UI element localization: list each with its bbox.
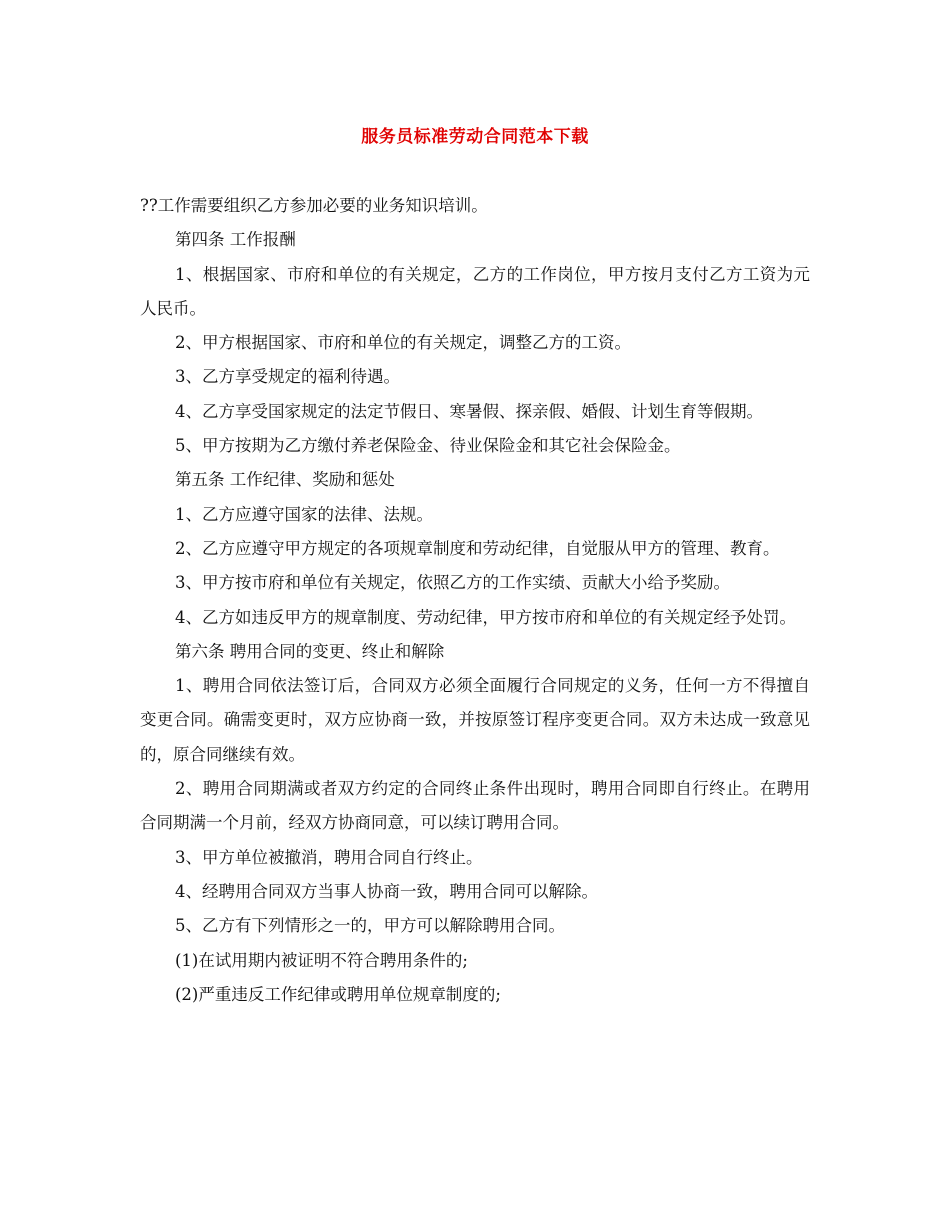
paragraph: 1、乙方应遵守国家的法律、法规。 (175, 504, 433, 524)
section-heading: 第五条 工作纪律、奖励和惩处 (175, 470, 395, 490)
list-item: (2)严重违反工作纪律或聘用单位规章制度的; (175, 984, 501, 1004)
section-heading: 第四条 工作报酬 (175, 230, 296, 250)
paragraph: 3、甲方按市府和单位有关规定，依照乙方的工作实绩、贡献大小给予奖励。 (175, 573, 730, 593)
paragraph: 2、聘用合同期满或者双方约定的合同终止条件出现时，聘用合同即自行终止。在聘用合同期满一个月前，经双方协商同意，可以续订聘用合同。 (140, 779, 810, 833)
paragraph: ??工作需要组织乙方参加必要的业务知识培训。 (140, 196, 488, 215)
paragraph: 1、根据国家、市府和单位的有关规定，乙方的工作岗位，甲方按月支付乙方工资为元人民币。 (140, 264, 810, 318)
paragraph: 1、聘用合同依法签订后，合同双方必须全面履行合同规定的义务，任何一方不得擅自变更合同。确需变更时，双方应协商一致，并按原签订程序变更合同。双方未达成一致意见的，原合同继续有效。 (140, 676, 810, 764)
paragraph: 4、乙方如违反甲方的规章制度、劳动纪律，甲方按市府和单位的有关规定经予处罚。 (175, 607, 796, 627)
paragraph: 3、乙方享受规定的福利待遇。 (175, 367, 400, 387)
section-heading: 第六条 聘用合同的变更、终止和解除 (175, 641, 445, 661)
paragraph: 5、乙方有下列情形之一的，甲方可以解除聘用合同。 (175, 916, 565, 936)
paragraph: 5、甲方按期为乙方缴付养老保险金、待业保险金和其它社会保险金。 (175, 436, 681, 456)
list-item: (1)在试用期内被证明不符合聘用条件的; (175, 950, 468, 970)
paragraph: 2、乙方应遵守甲方规定的各项规章制度和劳动纪律，自觉服从甲方的管理、教育。 (175, 538, 780, 558)
paragraph: 4、经聘用合同双方当事人协商一致，聘用合同可以解除。 (175, 881, 598, 901)
paragraph: 4、乙方享受国家规定的法定节假日、寒暑假、探亲假、婚假、计划生育等假期。 (175, 401, 763, 421)
document-body (140, 189, 810, 1012)
document-title: 服务员标准劳动合同范本下载 (361, 127, 589, 147)
paragraph: 2、甲方根据国家、市府和单位的有关规定，调整乙方的工资。 (175, 333, 631, 353)
paragraph: 3、甲方单位被撤消，聘用合同自行终止。 (175, 847, 483, 867)
